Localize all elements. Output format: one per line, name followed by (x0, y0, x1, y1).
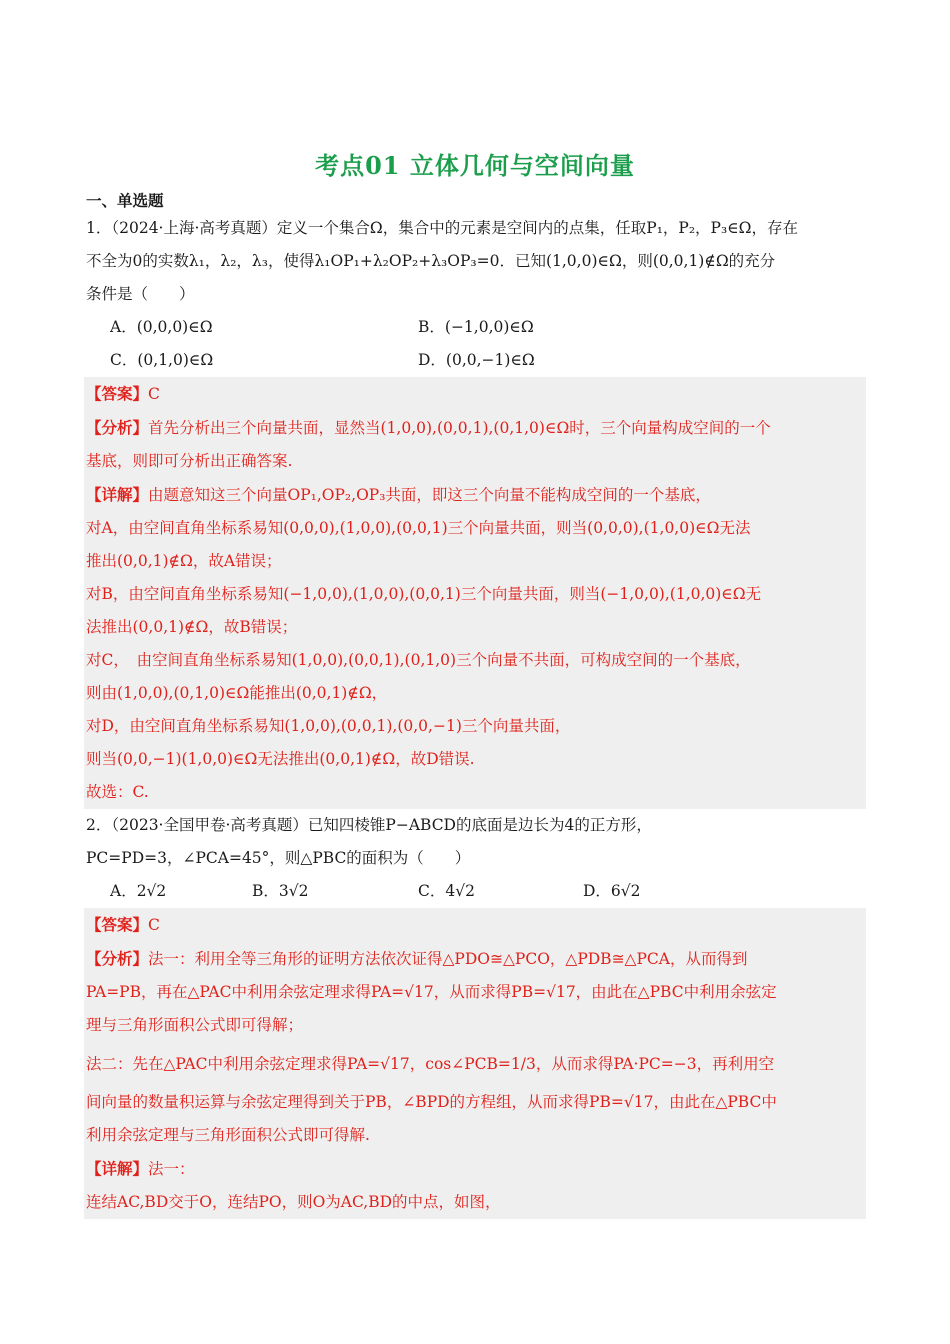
solution-label: 【分析】 (86, 949, 149, 968)
q2-analysis-line: 法二：先在△PAC中利用余弦定理求得PA=√17，cos∠PCB=1/3，从而求得PA·PC=−3，再利用空 (86, 1055, 775, 1073)
solution-text: 法一： (148, 1160, 195, 1178)
q1-detail-line: 则由(1,0,0),(0,1,0)∈Ω能推出(0,0,1)∉Ω， (86, 684, 388, 702)
q1-analysis-line-1 (86, 411, 862, 445)
solution-text: 由题意知这三个向量OP₁,OP₂,OP₃共面，即这三个向量不能构成空间的一个基底， (148, 486, 711, 504)
q2-option-d[interactable]: D．6√2 (583, 882, 641, 900)
solution-label: 【分析】 (86, 418, 149, 437)
solution-text: C (148, 916, 160, 934)
q2-detail-line: 连结AC,BD交于O，连结PO，则O为AC,BD的中点，如图， (86, 1193, 501, 1211)
q1-answer (86, 377, 862, 411)
document-body (86, 190, 866, 1219)
q1-detail-line (86, 478, 862, 512)
q1-detail-line: 对D，由空间直角坐标系易知(1,0,0),(0,0,1),(0,0,−1)三个向量共面， (86, 717, 571, 735)
q2-option-b[interactable]: B．3√2 (252, 882, 309, 900)
solution-label: 【详解】 (86, 485, 149, 504)
q1-analysis-line-2: 基底，则即可分析出正确答案. (86, 452, 293, 470)
q2-analysis-line: 理与三角形面积公式即可得解； (86, 1016, 304, 1034)
q2-analysis-line: 利用余弦定理与三角形面积公式即可得解. (86, 1126, 370, 1144)
solution-text: C (148, 385, 160, 403)
section-heading: 一、单选题 (86, 191, 164, 210)
solution-label: 【详解】 (86, 1159, 149, 1178)
q1-detail-line: 推出(0,0,1)∉Ω，故A错误； (86, 552, 282, 570)
q2-analysis-line (86, 942, 862, 976)
q1-options-row-2 (86, 344, 866, 377)
q1-detail-line: 故选：C. (86, 783, 149, 801)
question-1 (86, 212, 866, 809)
q1-detail-line: 对C， 由空间直角坐标系易知(1,0,0),(0,0,1),(0,1,0)三个向量不共面，可构成空间的一个基底， (86, 651, 751, 669)
q2-detail-line (86, 1152, 862, 1186)
question-2 (86, 809, 866, 1219)
q1-detail-line: 则当(0,0,−1)(1,0,0)∈Ω无法推出(0,0,1)∉Ω，故D错误. (86, 750, 475, 768)
q1-stem-line-1: 1．（2024·上海·高考真题）定义一个集合Ω，集合中的元素是空间内的点集，任取P₁，P₂，P₃∈Ω，存在 (86, 219, 799, 237)
q2-stem-line-2: PC=PD=3，∠PCA=45°，则△PBC的面积为（ ） (86, 849, 471, 867)
solution-label: 【答案】 (86, 915, 149, 934)
q2-answer (86, 908, 862, 942)
q1-option-d[interactable]: D．(0,0,−1)∈Ω (418, 351, 535, 369)
q2-options-row (86, 875, 866, 908)
page-title: 考点01 立体几何与空间向量 (315, 151, 635, 180)
q1-solution-box (84, 377, 866, 809)
solution-label: 【答案】 (86, 384, 149, 403)
solution-text: 法一：利用全等三角形的证明方法依次证得△PDO≅△PCO，△PDB≅△PCA，从而得到 (148, 950, 748, 968)
q2-stem-line-1: 2．（2023·全国甲卷·高考真题）已知四棱锥P−ABCD的底面是边长为4的正方形， (86, 816, 652, 834)
q1-detail-line: 法推出(0,0,1)∉Ω，故B错误； (86, 618, 298, 636)
q2-option-a[interactable]: A．2√2 (110, 882, 167, 900)
q1-option-b[interactable]: B．(−1,0,0)∈Ω (418, 318, 534, 336)
q1-stem-line-2: 不全为0的实数λ₁，λ₂，λ₃，使得λ₁OP₁+λ₂OP₂+λ₃OP₃=0．已知(1,0,0)∈Ω，则(0,0,1)∉Ω的充分 (86, 252, 776, 270)
q2-analysis-line: 间向量的数量积运算与余弦定理得到关于PB，∠BPD的方程组，从而求得PB=√17，由此在△PBC中 (86, 1093, 777, 1111)
solution-text: 首先分析出三个向量共面，显然当(1,0,0),(0,0,1),(0,1,0)∈Ω时，三个向量构成空间的一个 (148, 419, 771, 437)
q1-detail-line: 对A，由空间直角坐标系易知(0,0,0),(1,0,0),(0,0,1)三个向量共面，则当(0,0,0),(1,0,0)∈Ω无法 (86, 519, 751, 537)
q1-detail-line: 对B，由空间直角坐标系易知(−1,0,0),(1,0,0),(0,0,1)三个向量共面，则当(−1,0,0),(1,0,0)∈Ω无 (86, 585, 762, 603)
q2-analysis-line: PA=PB，再在△PAC中利用余弦定理求得PA=√17，从而求得PB=√17，由此在△PBC中利用余弦定 (86, 983, 777, 1001)
q1-option-a[interactable]: A．(0,0,0)∈Ω (110, 318, 213, 336)
q2-option-c[interactable]: C．4√2 (418, 882, 475, 900)
q1-options-row-1 (86, 311, 866, 344)
q1-option-c[interactable]: C．(0,1,0)∈Ω (110, 351, 214, 369)
q1-stem-line-3: 条件是（ ） (86, 285, 195, 303)
q2-solution-box (84, 908, 866, 1219)
